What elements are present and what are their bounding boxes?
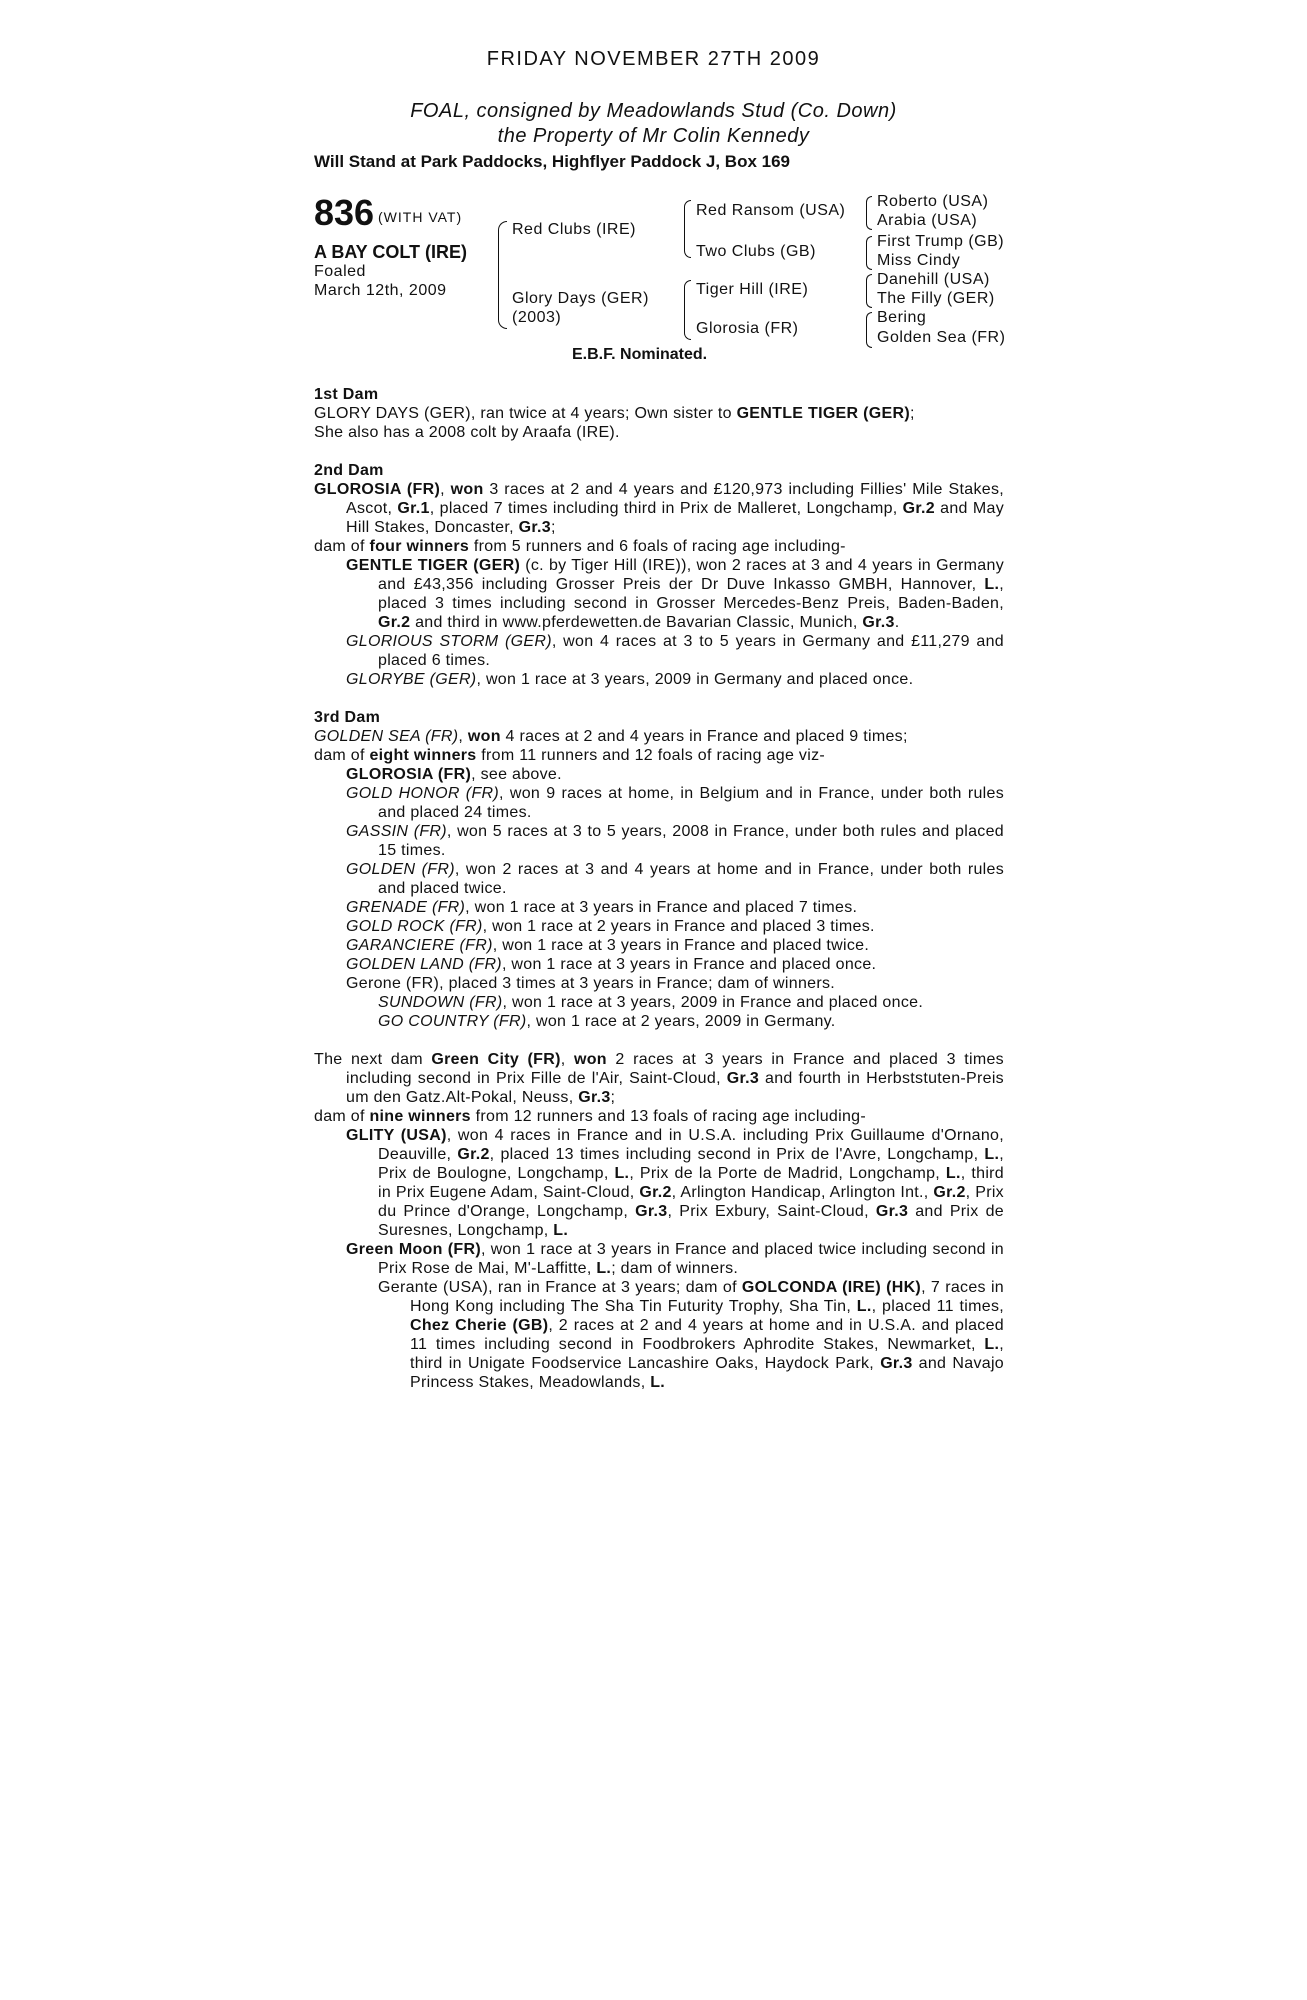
offspring-green-moon: Green Moon (FR), won 1 race at 3 years in France and placed twice including second in Prix Rose de Mai, M'-Laffitte, L.; dam of winners. <box>346 1241 1005 1277</box>
offspring-gerante: Gerante (USA), ran in France at 3 years; dam of GOLCONDA (IRE) (HK), 7 races in Hong Kong including The Sha Tin Futurity Trophy, Sha Tin, L., placed 11 times, Chez Cherie (GB), 2 races at 2 and 4 years at home and in U.S.A. and placed 11 times including second in Foodbrokers Aphrodite Stakes, Newmarket, L., third in Unigate Foodservice Lancashire Oaks, Haydock Park, Gr.3 and Navajo Princess Stakes, Meadowlands, L. <box>378 1279 1004 1391</box>
lot-name: A BAY COLT (IRE) <box>314 242 468 262</box>
pedigree-ssd: Arabia (USA) <box>877 212 978 229</box>
pedigree-dsd: The Filly (GER) <box>877 290 995 307</box>
third-dam-heading: 3rd Dam <box>314 709 381 726</box>
vat-note: (WITH VAT) <box>378 209 463 225</box>
sale-date: FRIDAY NOVEMBER 27TH 2009 <box>486 48 821 70</box>
pedigree-dam-dam: Glorosia (FR) <box>696 320 799 337</box>
pedigree-dam-sire: Tiger Hill (IRE) <box>696 281 809 298</box>
fourth-dam-record: The next dam Green City (FR), won 2 races at 3 years in France and placed 3 times including second in Prix Fille de l'Air, Saint-Cloud, Gr.3 and fourth in Herbststuten-Preis um den Gatz.Alt-Pokal, Neuss, Gr.3; <box>314 1051 1004 1106</box>
foaled-label: Foaled <box>314 263 366 280</box>
offspring-gentle-tiger: GENTLE TIGER (GER) (c. by Tiger Hill (IRE)), won 2 races at 3 and 4 years in Germany and £43,356 including Grosser Preis der Dr Duve Inkasso GMBH, Hannover, L., placed 3 times including second in Grosser Mercedes-Benz Preis, Baden-Baden, Gr.2 and third in www.pferdewetten.de Bavarian Classic, Munich, Gr.3. <box>346 557 1004 631</box>
dam-parents-brace <box>684 280 691 340</box>
first-dam-line-1: GLORY DAYS (GER), ran twice at 4 years; Own sister to GENTLE TIGER (GER); <box>314 405 915 422</box>
pedigree-sire: Red Clubs (IRE) <box>512 221 636 238</box>
offspring-glorious-storm: GLORIOUS STORM (GER), won 4 races at 3 to 5 years in Germany and £11,279 and placed 6 times. <box>346 633 1004 669</box>
pedigree-sds: First Trump (GB) <box>877 233 1005 250</box>
offspring-go-country: GO COUNTRY (FR), won 1 race at 2 years, 2009 in Germany. <box>378 1013 836 1030</box>
sire-dam-brace <box>498 221 507 329</box>
offspring-gerone: Gerone (FR), placed 3 times at 3 years in France; dam of winners. <box>346 975 836 992</box>
offspring-golden-land: GOLDEN LAND (FR), won 1 race at 3 years in France and placed once. <box>346 956 877 973</box>
second-dam-heading: 2nd Dam <box>314 462 384 479</box>
offspring-glorosia: GLOROSIA (FR), see above. <box>346 766 562 783</box>
fourth-dam-produce: dam of nine winners from 12 runners and 13 foals of racing age including- <box>314 1108 866 1125</box>
offspring-gold-rock: GOLD ROCK (FR), won 1 race at 2 years in France and placed 3 times. <box>346 918 875 935</box>
pedigree-notes <box>314 385 1004 1392</box>
first-dam-line-2: She also has a 2008 colt by Araafa (IRE). <box>314 424 620 441</box>
property-line: the Property of Mr Colin Kennedy <box>497 125 810 147</box>
offspring-gold-honor: GOLD HONOR (FR), won 9 races at home, in Belgium and in France, under both rules and placed 24 times. <box>346 785 1004 821</box>
offspring-sundown: SUNDOWN (FR), won 1 race at 3 years, 2009 in France and placed once. <box>378 994 924 1011</box>
foaled-info <box>314 262 447 300</box>
third-dam-produce: dam of eight winners from 11 runners and 12 foals of racing age viz- <box>314 747 826 764</box>
offspring-grenade: GRENADE (FR), won 1 race at 3 years in France and placed 7 times. <box>346 899 858 916</box>
gen3-brace-2 <box>866 236 872 270</box>
ebf-nominated: E.B.F. Nominated. <box>572 346 708 363</box>
pedigree-dds: Bering <box>877 309 927 326</box>
gen3-brace-3 <box>866 274 872 308</box>
pedigree-ddd: Golden Sea (FR) <box>877 329 1006 346</box>
lot-number: 836 <box>314 192 375 233</box>
consignor-line: FOAL, consigned by Meadowlands Stud (Co. Down) <box>410 100 897 122</box>
second-dam-produce: dam of four winners from 5 runners and 6 foals of racing age including- <box>314 538 846 555</box>
foaled-date: March 12th, 2009 <box>314 282 447 299</box>
stand-location: Will Stand at Park Paddocks, Highflyer Paddock J, Box 169 <box>314 152 790 171</box>
offspring-glity: GLITY (USA), won 4 races in France and in U.S.A. including Prix Guillaume d'Ornano, Deauville, Gr.2, placed 13 times including second in Prix de l'Avre, Longchamp, L., Prix de Boulogne, Longchamp, L., Prix de la Porte de Madrid, Longchamp, L., third in Prix Eugene Adam, Saint-Cloud, Gr.2, Arlington Handicap, Arlington Int., Gr.2, Prix du Prince d'Orange, Longchamp, Gr.3, Prix Exbury, Saint-Cloud, Gr.3 and Prix de Suresnes, Longchamp, L. <box>346 1127 1004 1239</box>
offspring-glorybe: GLORYBE (GER), won 1 race at 3 years, 2009 in Germany and placed once. <box>346 671 914 688</box>
gen3-brace-4 <box>866 312 872 348</box>
pedigree-sire-dam: Two Clubs (GB) <box>696 243 816 260</box>
pedigree-sdd: Miss Cindy <box>877 252 961 269</box>
gen3-brace-1 <box>866 196 872 230</box>
pedigree-dam-year: (2003) <box>512 309 562 326</box>
pedigree-dam: Glory Days (GER) <box>512 290 649 307</box>
offspring-golden: GOLDEN (FR), won 2 races at 3 and 4 years at home and in France, under both rules and placed twice. <box>346 861 1005 897</box>
pedigree-dss: Danehill (USA) <box>877 271 990 288</box>
first-dam-heading: 1st Dam <box>314 386 379 403</box>
third-dam-record: GOLDEN SEA (FR), won 4 races at 2 and 4 years in France and placed 9 times; <box>314 728 908 745</box>
offspring-gassin: GASSIN (FR), won 5 races at 3 to 5 years, 2008 in France, under both rules and placed 15 times. <box>346 823 1004 859</box>
pedigree-sss: Roberto (USA) <box>877 193 989 210</box>
sire-parents-brace <box>684 200 691 258</box>
second-dam-record: GLOROSIA (FR), won 3 races at 2 and 4 years and £120,973 including Fillies' Mile Stakes, Ascot, Gr.1, placed 7 times including third in Prix de Malleret, Longchamp, Gr.2 and May Hill Stakes, Doncaster, Gr.3; <box>314 481 1004 536</box>
pedigree-sire-sire: Red Ransom (USA) <box>696 202 846 219</box>
offspring-garanciere: GARANCIERE (FR), won 1 race at 3 years in France and placed twice. <box>346 937 870 954</box>
